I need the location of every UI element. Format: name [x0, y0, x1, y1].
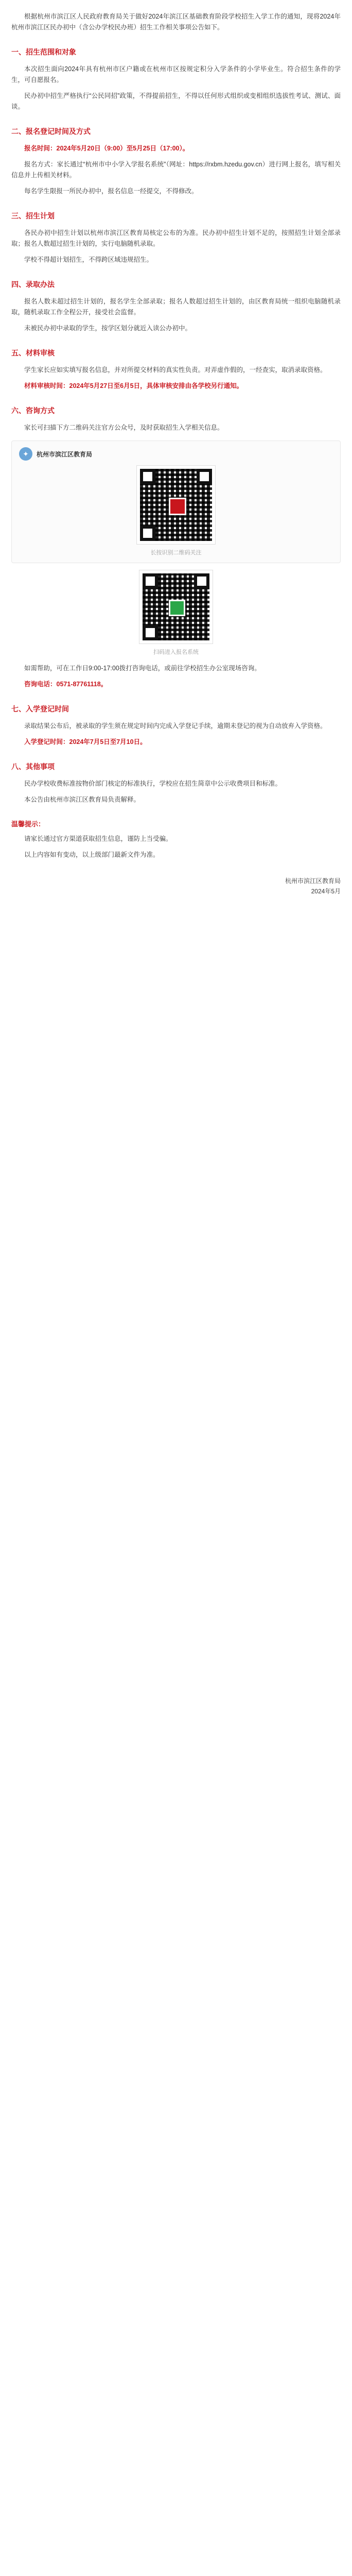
- notice-paragraph: 以上内容如有变动，以上级部门最新文件为准。: [24, 851, 160, 858]
- official-account-card[interactable]: [11, 440, 341, 563]
- section-title: 二、报名登记时间及方式: [11, 127, 91, 135]
- section-paragraph: 报名时间：2024年5月20日（9:00）至5月25日（17:00）。: [24, 145, 189, 152]
- section-paragraph: 报名方式：家长通过“杭州市中小学入学报名系统”（网址：https://rxbm.hzedu.gov.cn）进行网上报名，填写相关信息并上传相关材料。: [11, 161, 341, 179]
- section-8: [11, 761, 341, 805]
- section-paragraph: 民办初中招生严格执行“公民同招”政策，不得提前招生，不得以任何形式组织或变相组织选拔性考试、测试、面谈。: [11, 92, 341, 110]
- section-title: 六、咨询方式: [11, 406, 55, 415]
- notice-paragraph: 请家长通过官方渠道获取招生信息，谨防上当受骗。: [24, 835, 172, 842]
- section-paragraph: 入学登记时间：2024年7月5日至7月10日。: [24, 738, 147, 745]
- notice-title: 温馨提示：: [11, 820, 45, 828]
- section-paragraph: 各民办初中招生计划以杭州市滨江区教育局核定公布的为准。民办初中招生计划不足的，按照招生计划全部录取；报名人数超过招生计划的，实行电脑随机录取。: [11, 229, 341, 247]
- section-paragraph: 家长可扫描下方二维码关注官方公众号，及时获取招生入学相关信息。: [24, 424, 224, 431]
- section-paragraph: 本次招生面向2024年具有杭州市区户籍或在杭州市区按规定积分入学条件的小学毕业生。符合招生条件的学生，可自愿报名。: [11, 65, 341, 83]
- section-title: 三、招生计划: [11, 212, 55, 220]
- section-paragraph: 材料审核时间：2024年5月27日至6月5日，具体审核安排由各学校另行通知。: [24, 382, 243, 389]
- registration-qr-block: [11, 570, 341, 656]
- qr-caption: 扫码进入报名系统: [153, 649, 199, 655]
- qr-code-icon: [137, 466, 215, 544]
- signature-block: [11, 876, 341, 896]
- section-title: 一、招生范围和对象: [11, 48, 76, 56]
- section-title: 七、入学登记时间: [11, 705, 69, 713]
- section-paragraph: 录取结果公布后，被录取的学生须在规定时间内完成入学登记手续，逾期未登记的视为自动放弃入学资格。: [24, 722, 327, 730]
- qr-caption: 长按识别二维码关注: [150, 550, 202, 556]
- section-paragraph: 本公告由杭州市滨江区教育局负责解释。: [24, 796, 140, 803]
- section-6: [11, 405, 341, 433]
- section-title: 五、材料审核: [11, 349, 55, 357]
- card-header: [19, 447, 333, 461]
- section-7: [11, 703, 341, 748]
- registration-qr-icon: [139, 570, 213, 643]
- signature-date: 2024年5月: [311, 888, 341, 895]
- card-title: 杭州市滨江区教育局: [37, 450, 93, 458]
- section-paragraph: 学校不得超计划招生，不得跨区域违规招生。: [24, 256, 153, 263]
- section-paragraph: 学生家长应如实填写报名信息，并对所提交材料的真实性负责。对弄虚作假的，一经查实，取消录取资格。: [24, 366, 327, 374]
- section-title: 八、其他事项: [11, 762, 55, 771]
- section-3: [11, 210, 341, 265]
- section-2: [11, 126, 341, 197]
- section-title: 四、录取办法: [11, 280, 55, 289]
- section-4: [11, 279, 341, 334]
- help-paragraph: 如需帮助，可在工作日9:00-17:00拨打咨询电话，或前往学校招生办公室现场咨询。: [24, 665, 261, 672]
- account-avatar-icon: ✦: [19, 447, 32, 461]
- section-paragraph: 报名人数未超过招生计划的，报名学生全部录取；报名人数超过招生计划的，由区教育局统一组织电脑随机录取，随机录取工作全程公开，接受社会监督。: [11, 298, 341, 316]
- section-paragraph: 每名学生限报一所民办初中，报名信息一经提交，不得修改。: [24, 188, 198, 195]
- section-5: [11, 347, 341, 392]
- section-paragraph: 未被民办初中录取的学生，按学区划分就近入读公办初中。: [24, 325, 192, 332]
- section-1: [11, 46, 341, 112]
- signature-org: 杭州市滨江区教育局: [285, 877, 341, 885]
- section-paragraph: 民办学校收费标准按物价部门核定的标准执行，学校应在招生简章中公示收费项目和标准。: [24, 780, 282, 787]
- intro-paragraph: 根据杭州市滨江区人民政府教育局关于做好2024年滨江区基础教育阶段学校招生入学工作的通知，现将2024年杭州市滨江区民办初中（含公办学校民办班）招生工作相关事项公告如下。: [11, 13, 341, 31]
- phone-paragraph: 咨询电话：0571-87761118。: [24, 681, 108, 688]
